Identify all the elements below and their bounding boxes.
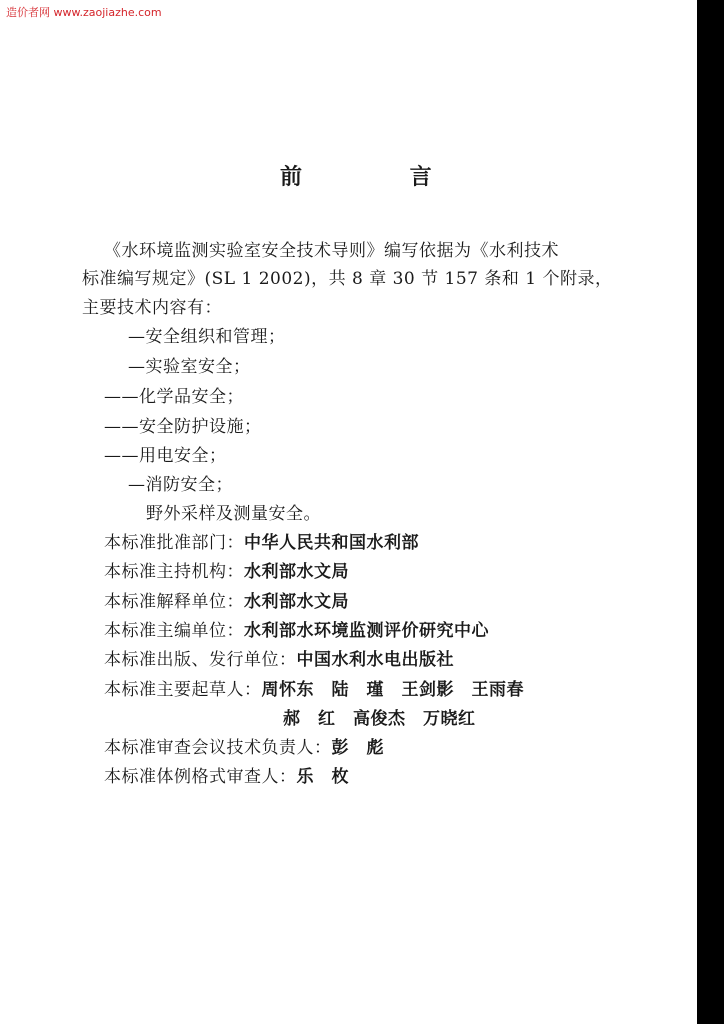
watermark-text: 造价者网 www.zaojiazhe.com [6,6,162,19]
info-row-drafters [104,675,524,700]
content-item: 野外采样及测量安全。 [146,504,321,524]
info-label: 本标准出版、发行单位： [104,650,297,670]
intro-line-2: 标准编写规定》(SL 1 2002)，共 8 章 30 节 157 条和 1 个附录， [82,269,613,289]
info-value: 郝 红 高俊杰 万晓红 [283,709,476,729]
info-label: 本标准主持机构： [104,562,244,582]
info-row-interpretation [104,587,349,612]
intro-line-1: 《水环境监测实验室安全技术导则》编写依据为《水利技术 [104,241,559,261]
content-item: —安全组织和管理； [128,327,286,347]
info-row-host [104,557,349,582]
info-value: 乐 枚 [296,767,349,787]
info-value: 中华人民共和国水利部 [244,533,419,553]
info-label: 本标准解释单位： [104,592,244,612]
info-label: 本标准体例格式审查人： [104,767,297,787]
info-row-review-lead [104,733,384,758]
scan-edge-bar [697,0,724,1024]
content-item: —消防安全； [128,475,233,495]
info-value: 彭 彪 [331,738,384,758]
info-row-format-reviewer [104,762,349,787]
intro-line-3: 主要技术内容有： [82,298,222,318]
info-value: 中国水利水电出版社 [296,650,454,670]
info-row-chief-editor [104,616,489,641]
content-item: ——用电安全； [104,446,227,466]
info-row-drafters-cont [283,704,476,729]
content-item: ——化学品安全； [104,387,244,407]
content-item: —实验室安全； [128,357,251,377]
info-value: 水利部水文局 [244,592,349,612]
info-value: 水利部水文局 [244,562,349,582]
info-label: 本标准批准部门： [104,533,244,553]
info-value: 周怀东 陆 瑾 王剑影 王雨春 [261,680,524,700]
page-title: 前 言 [280,165,482,190]
info-label: 本标准主要起草人： [104,680,262,700]
info-row-approval [104,528,419,553]
info-label: 本标准审查会议技术负责人： [104,738,332,758]
info-value: 水利部水环境监测评价研究中心 [244,621,489,641]
content-item: ——安全防护设施； [104,417,262,437]
info-row-publisher [104,645,454,670]
info-label: 本标准主编单位： [104,621,244,641]
